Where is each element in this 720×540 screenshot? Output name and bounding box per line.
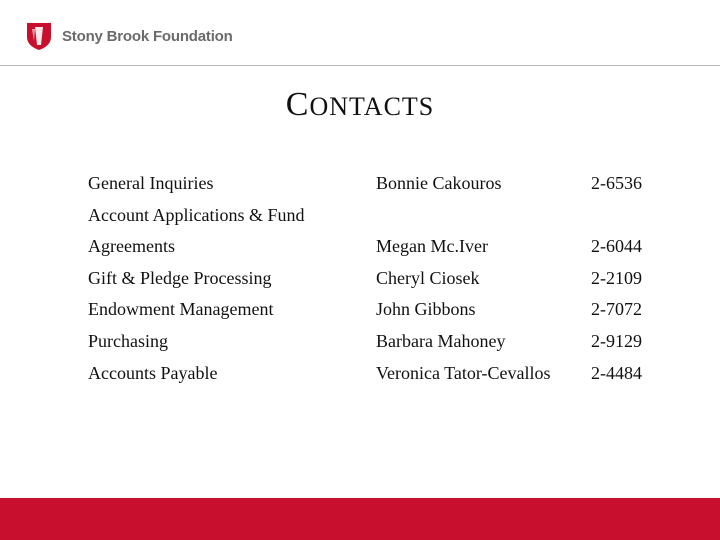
contact-department: General Inquiries xyxy=(88,173,214,193)
contact-department: Endowment Management xyxy=(88,299,274,320)
contact-department: Gift & Pledge Processing xyxy=(88,267,272,288)
contact-extension: 2-6044 xyxy=(591,236,642,257)
page-title xyxy=(0,86,720,124)
header-divider xyxy=(0,65,720,66)
contact-department: Account Applications & Fund Agreements xyxy=(88,204,305,257)
contact-extension: 2-2109 xyxy=(591,267,642,288)
contact-name: Cheryl Ciosek xyxy=(376,267,480,288)
logo-text: Stony Brook Foundation xyxy=(62,27,233,45)
title-initial: C xyxy=(285,86,310,123)
contact-name: Megan Mc.Iver xyxy=(376,236,488,257)
contact-extension: 2-4484 xyxy=(591,362,642,383)
title-rest: ONTACTS xyxy=(309,92,435,121)
contact-department: Accounts Payable xyxy=(88,362,218,383)
foundation-logo xyxy=(26,20,233,52)
contact-department: Purchasing xyxy=(88,330,168,351)
contact-extension: 2-7072 xyxy=(591,299,642,320)
contact-name: John Gibbons xyxy=(376,299,476,320)
contact-extension: 2-9129 xyxy=(591,330,642,351)
stony-brook-shield-icon xyxy=(26,21,52,51)
footer-bar xyxy=(0,498,720,540)
contact-name: Bonnie Cakouros xyxy=(376,173,502,193)
contact-name: Barbara Mahoney xyxy=(376,330,506,351)
contact-name: Veronica Tator-Cevallos xyxy=(376,362,551,383)
contact-extension: 2-6536 xyxy=(591,173,642,193)
